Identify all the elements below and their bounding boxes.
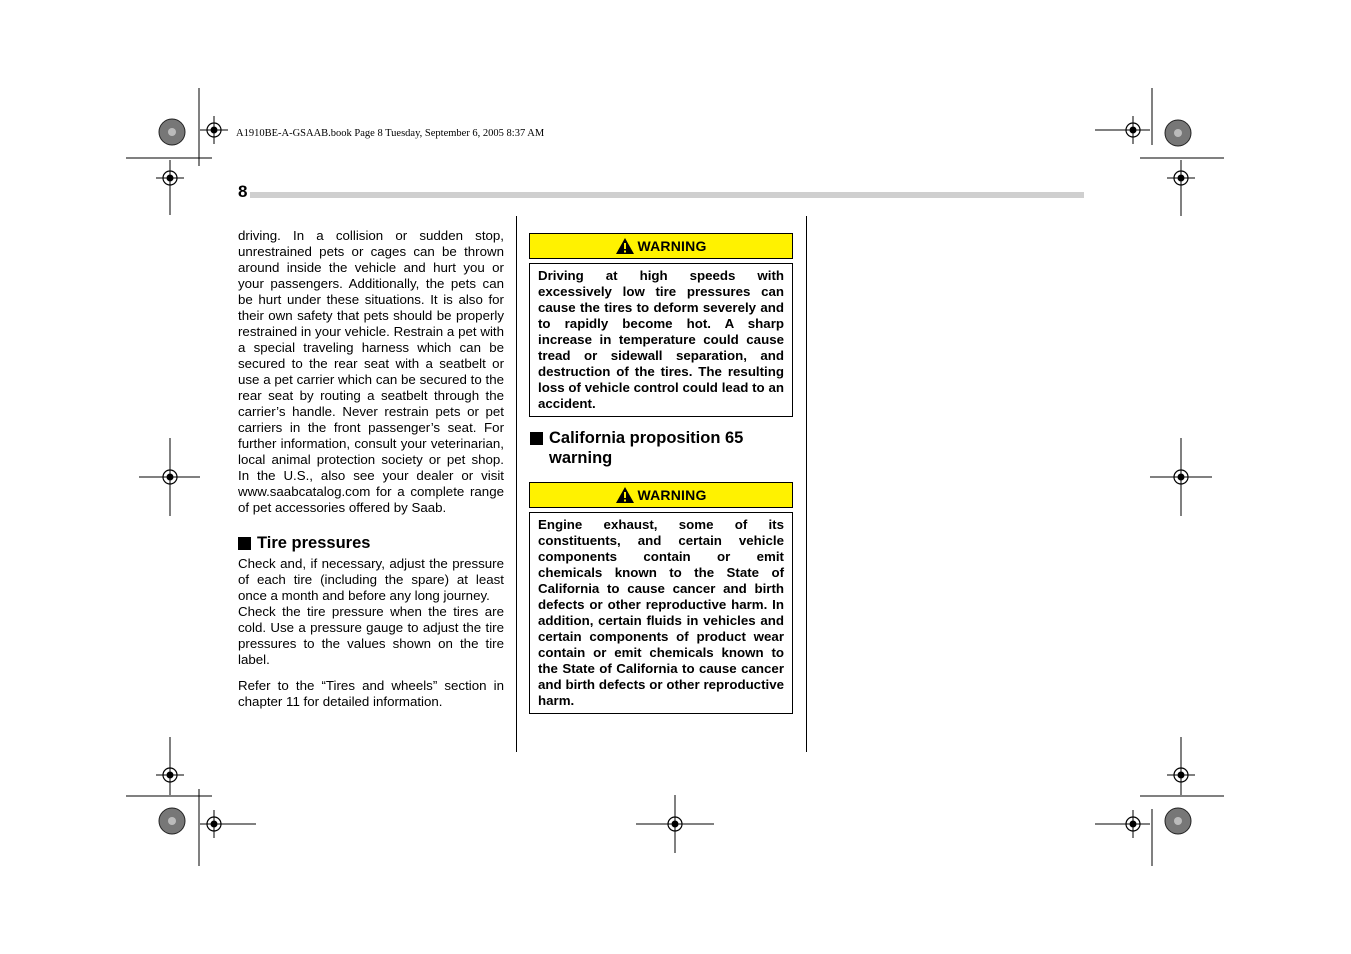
column-divider-right: [806, 216, 807, 752]
warning-triangle-icon: [615, 237, 635, 255]
warning-label-2: WARNING: [637, 487, 707, 503]
book-file-info: A1910BE-A-GSAAB.book Page 8 Tuesday, September 6, 2005 8:37 AM: [236, 128, 545, 139]
warning-triangle-icon: [615, 486, 635, 504]
tire-paragraph-3: Refer to the “Tires and wheels” section in chapter 11 for detailed information.: [238, 677, 504, 709]
page-number: 8: [238, 182, 248, 201]
left-column: [238, 228, 504, 710]
warning-text-box-2: Engine exhaust, some of its constituents, and certain vehicle components contain or emit chemicals known to the State of California to cause cancer and birth defects or other reproductive harm. In addition, certain fluids in vehicles and certain components of product wear contain or emit chemicals known to the State of California to cause cancer and birth defects or other reproductive harm.: [529, 512, 793, 714]
california-proposition-heading: [530, 429, 770, 468]
warning-banner-2: [529, 482, 793, 508]
tire-pressures-heading: [238, 534, 504, 554]
tire-paragraph-1: Check and, if necessary, adjust the pressure of each tire (including the spare) at least once a month and before any long journey.: [238, 555, 504, 603]
warning-label-1: WARNING: [637, 238, 707, 254]
warning-banner-1: [529, 233, 793, 259]
tire-paragraph-2: Check the tire pressure when the tires are cold. Use a pressure gauge to adjust the tire pressures to the values shown on the tire label.: [238, 603, 504, 667]
pets-paragraph: driving. In a collision or sudden stop, unrestrained pets or cages can be thrown around inside the vehicle and hurt you or your passengers. Additionally, the pets can be hurt under these situations. It is also for their own safety that pets should be properly restrained in your vehicle. Restrain a pet with a special traveling harness which can be secured to the rear seat with a seatbelt or use a pet carrier which can be secured to the rear seat by routing a seatbelt through the carrier’s handle. Never restrain pets or pet carriers in the front passenger’s seat. For further information, consult your veterinarian, local animal protection society or pet shop. In the U.S., also see your dealer or visit www.saabcatalog.com for a complete range of pet accessories offered by Saab.: [238, 228, 504, 515]
section-square-icon: [238, 537, 251, 550]
tire-pressures-title: Tire pressures: [257, 534, 371, 552]
warning-text-box-1: Driving at high speeds with excessively low tire pressures can cause the tires to deform severely and to rapidly become hot. A sharp increase in temperature could cause tread or sidewall separation, and destruction of the tires. The resulting loss of vehicle control could lead to an accident.: [529, 263, 793, 417]
section-square-icon: [530, 432, 543, 445]
column-divider-left: [516, 216, 517, 752]
page-header-rule: [250, 192, 1084, 198]
california-proposition-title: California proposition 65 warning: [549, 429, 744, 467]
